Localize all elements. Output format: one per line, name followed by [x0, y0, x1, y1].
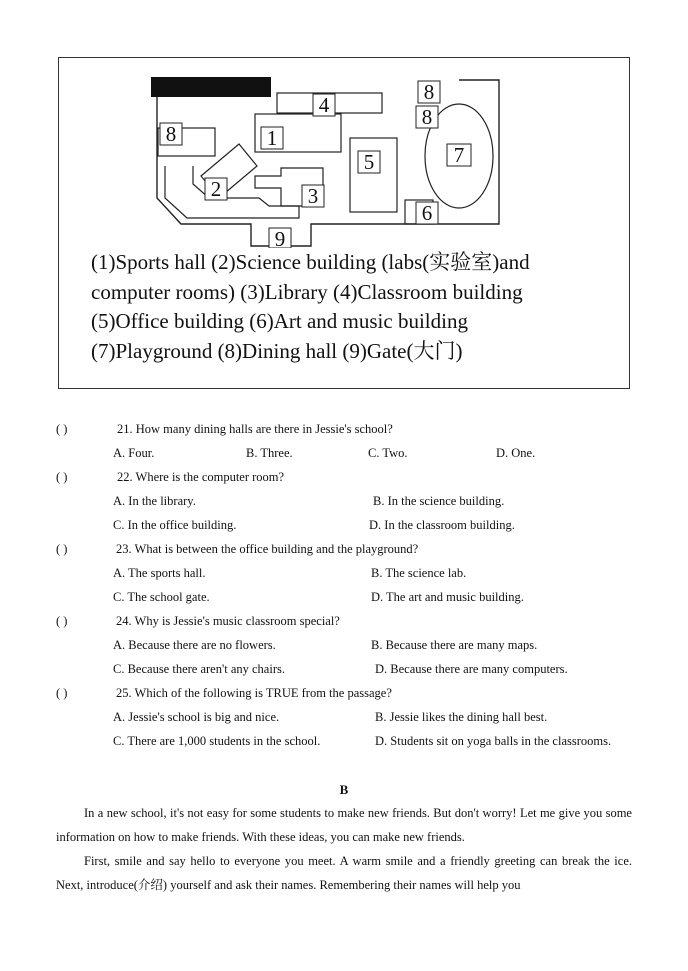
option-b: B. Jessie likes the dining hall best. [375, 710, 548, 724]
question-text: 24. Why is Jessie's music classroom special? [116, 614, 340, 628]
svg-text:7: 7 [453, 143, 465, 167]
svg-text:8: 8 [165, 122, 177, 146]
option-a: A. Four. [113, 446, 155, 460]
svg-text:3: 3 [307, 184, 319, 208]
section-b-paragraph-1: In a new school, it's not easy for some students to make new friends. But don't worry! Let me give you some information on how to make friends. With these ideas, you can make new friends. [56, 806, 632, 844]
answer-blank[interactable]: ( ) [56, 686, 68, 700]
map-label-9 [269, 227, 291, 248]
map-label-3 [302, 184, 324, 208]
legend-line: (5)Office building (6)Art and music building [91, 309, 468, 333]
option-a: A. In the library. [113, 494, 196, 508]
option-d: D. In the classroom building. [369, 518, 515, 532]
question-text: 22. Where is the computer room? [117, 470, 285, 484]
option-d: D. One. [496, 446, 536, 460]
map-label-7 [447, 143, 471, 167]
svg-text:6: 6 [421, 201, 433, 225]
answer-blank[interactable]: ( ) [56, 542, 68, 556]
map-legend [91, 248, 621, 366]
svg-text:2: 2 [210, 177, 222, 201]
question-text: 23. What is between the office building and the playground? [116, 542, 419, 556]
map-label-5 [358, 150, 380, 174]
section-b-title: B [339, 782, 349, 797]
legend-line: computer rooms) (3)Library (4)Classroom building [91, 279, 523, 304]
map-label-8-mid [416, 105, 438, 129]
map-inner-path [165, 166, 299, 218]
option-d: D. Because there are many computers. [375, 662, 568, 676]
school-map-figure [58, 57, 630, 389]
option-a: A. The sports hall. [113, 566, 206, 580]
option-d: D. The art and music building. [371, 590, 524, 604]
map-label-2 [205, 177, 227, 201]
school-map [59, 58, 631, 248]
question-text: 25. Which of the following is TRUE from the passage? [116, 686, 392, 700]
map-label-8-left [160, 122, 182, 146]
map-label-4 [313, 93, 335, 117]
legend-line: (1)Sports hall (2)Science building (labs(实验室)and [91, 250, 530, 274]
svg-text:4: 4 [318, 93, 330, 117]
question-text: 21. How many dining halls are there in Jessie's school? [117, 422, 393, 436]
svg-text:1: 1 [266, 126, 278, 150]
option-c: C. The school gate. [113, 590, 210, 604]
option-c: C. Because there aren't any chairs. [113, 662, 285, 676]
map-black-bar [151, 77, 271, 97]
svg-text:8: 8 [423, 80, 435, 104]
option-b: B. In the science building. [373, 494, 505, 508]
map-label-6 [416, 201, 438, 225]
option-a: A. Because there are no flowers. [113, 638, 276, 652]
map-label-8-top [418, 80, 440, 104]
option-a: A. Jessie's school is big and nice. [113, 710, 280, 724]
option-d: D. Students sit on yoga balls in the classrooms. [375, 734, 612, 748]
answer-blank[interactable]: ( ) [56, 422, 68, 436]
svg-text:9: 9 [274, 227, 286, 248]
option-c: C. In the office building. [113, 518, 237, 532]
answer-blank[interactable]: ( ) [56, 614, 68, 628]
option-c: C. Two. [368, 446, 408, 460]
option-b: B. The science lab. [371, 566, 467, 580]
option-c: C. There are 1,000 students in the school. [113, 734, 321, 748]
map-label-1 [261, 126, 283, 150]
answer-blank[interactable]: ( ) [56, 470, 68, 484]
option-b: B. Because there are many maps. [371, 638, 538, 652]
svg-text:5: 5 [363, 150, 375, 174]
option-b: B. Three. [246, 446, 293, 460]
section-b-paragraph-2: First, smile and say hello to everyone you meet. A warm smile and a friendly greeting can break the ice. Next, introduce(介绍) yourself and ask their names. Remembering their names will help you [56, 854, 632, 892]
legend-line: (7)Playground (8)Dining hall (9)Gate(大门) [91, 338, 463, 363]
svg-text:8: 8 [421, 105, 433, 129]
